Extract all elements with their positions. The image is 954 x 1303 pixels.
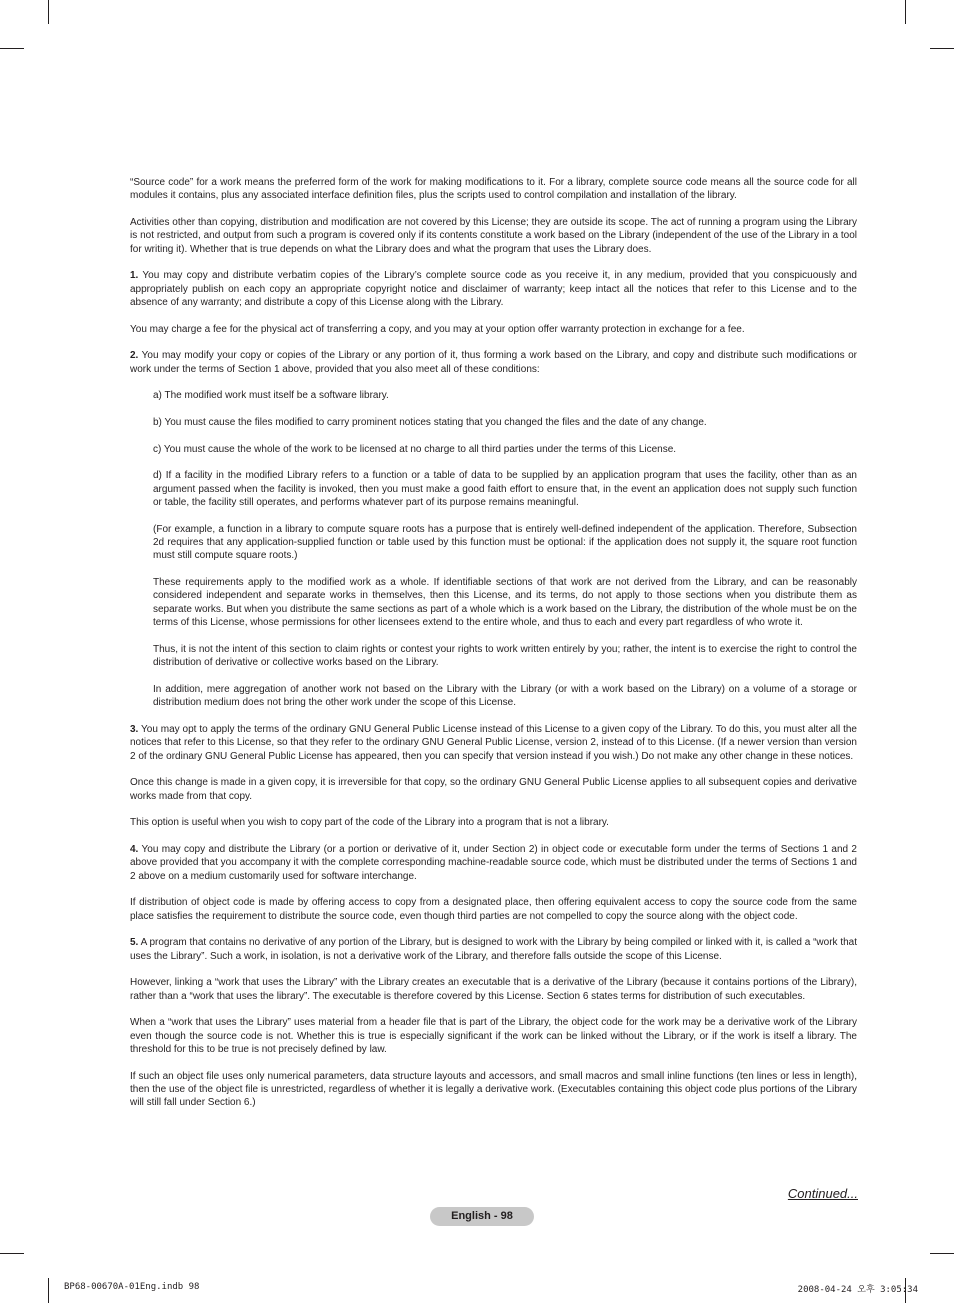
paragraph-text: You may opt to apply the terms of the ordinary GNU General Public License instead of this License to a given copy of the Library. To do this, you must alter all the notices that refer to this License, so that they refer to the ordinary GNU General Public License, version 2, instead of to this License. (If a newer version than version 2 of the ordinary GNU General Public License has appeared, then you can specify that version instead if you wish.) Do not make any other change in these notices.: [130, 723, 857, 762]
paragraph: [130, 269, 857, 309]
paragraph: [130, 176, 857, 203]
section-number: 3.: [130, 723, 139, 735]
crop-mark: [930, 48, 954, 49]
paragraph: [130, 349, 857, 376]
print-slug-date: 2008-04-24 오후 3:05:34: [797, 1285, 918, 1295]
paragraph: [130, 976, 857, 1003]
paragraph: [153, 683, 857, 710]
paragraph-text: These requirements apply to the modified work as a whole. If identifiable sections of that work are not derived from the Library, and can be reasonably considered independent and separate works in themselves, then this License, and its terms, do not apply to those sections when you distribute them as separate works. But when you distribute the same sections as part of a whole which is a work based on the Library, the distribution of the whole must be on the terms of this License, whose permissions for other licensees extend to the entire whole, and thus to each and every part regardless of who wrote it.: [153, 577, 857, 629]
paragraph-text: In addition, mere aggregation of another work not based on the Library with the Library (or with a work based on the Library) on a volume of a storage or distribution medium does not bring the other work under the scope of this License.: [153, 683, 857, 709]
paragraph-text: d) If a facility in the modified Library refers to a function or a table of data to be supplied by an application program that uses the facility, other than as an argument passed when the facility is invoked, then you must make a good faith effort to ensure that, in the event an application does not supply such function or table, the facility still operates, and performs whatever part of its purpose remains meaningful.: [153, 470, 857, 508]
license-text: [130, 176, 857, 1123]
paragraph-text: “Source code” for a work means the preferred form of the work for making modifications to it. For a library, complete source code means all the source code for all modules it contains, plus any associated interface definition files, plus the scripts used to control compilation and installation of the library.: [130, 177, 857, 202]
paragraph-text: If distribution of object code is made by offering access to copy from a designated place, then offering equivalent access to copy the source code from the same place satisfies the requirement to distribute the source code, even though third parties are not compelled to copy the source along with the object code.: [130, 897, 857, 922]
print-slug-file: BP68-00670A-01Eng.indb 98: [64, 1282, 200, 1292]
paragraph-text: (For example, a function in a library to compute square roots has a purpose that is entirely well-defined independent of the application. Therefore, Subsection 2d requires that any application-supplied function or table used by this function must be optional: if the application does not supply it, the square root function must still compute square roots.): [153, 523, 857, 562]
paragraph: [130, 843, 857, 883]
paragraph: [153, 523, 857, 563]
paragraph: [153, 416, 857, 429]
paragraph-text: a) The modified work must itself be a software library.: [153, 390, 389, 402]
section-number: 5.: [130, 937, 139, 949]
crop-mark: [905, 0, 906, 24]
paragraph: [130, 323, 857, 336]
paragraph-text: If such an object file uses only numerical parameters, data structure layouts and accessors, and small macros and small inline functions (ten lines or less in length), then the use of the object file is unrestricted, regardless of whether it is legally a derivative work. (Executables containing this object code plus portions of the Library will still fall under Section 6.): [130, 1070, 857, 1109]
paragraph: [130, 816, 857, 829]
paragraph-text: A program that contains no derivative of any portion of the Library, but is designed to work with the Library by being compiled or linked with it, is called a “work that uses the Library”. Such a work, in isolation, is not a derivative work of the Library, and therefore falls outside the scope of this License.: [130, 937, 857, 962]
paragraph: [153, 643, 857, 670]
paragraph: [153, 389, 857, 402]
paragraph-text: This option is useful when you wish to copy part of the code of the Library into a program that is not a library.: [130, 817, 609, 829]
page-number-badge: English - 98: [430, 1207, 534, 1226]
paragraph-text: However, linking a “work that uses the Library” with the Library creates an executable that is a derivative of the Library (because it contains portions of the Library), rather than a “work that uses the library”. The executable is therefore covered by this License. Section 6 states terms for distribution of such executables.: [130, 977, 857, 1002]
paragraph-text: b) You must cause the files modified to carry prominent notices stating that you changed the files and the date of any change.: [153, 417, 707, 428]
continued-link: Continued...: [787, 1186, 858, 1201]
crop-mark: [0, 1253, 24, 1254]
crop-mark: [48, 0, 49, 24]
crop-mark: [0, 48, 24, 49]
paragraph: [130, 1016, 857, 1056]
paragraph-text: c) You must cause the whole of the work to be licensed at no charge to all third parties under the terms of this License.: [153, 443, 677, 455]
paragraph-text: You may charge a fee for the physical act of transferring a copy, and you may at your option offer warranty protection in exchange for a fee.: [130, 323, 745, 335]
paragraph: [153, 469, 857, 509]
paragraph: [153, 576, 857, 630]
crop-mark: [48, 1278, 49, 1303]
paragraph: [130, 896, 857, 923]
paragraph: [130, 936, 857, 963]
section-number: 4.: [130, 843, 139, 855]
paragraph-text: You may copy and distribute the Library (or a portion or derivative of it, under Section 2) in object code or executable form under the terms of Sections 1 and 2 above provided that you accompany it with the complete corresponding machine-readable source code, which must be distributed under the terms of Sections 1 and 2 above on a medium customarily used for software interchange.: [130, 843, 857, 882]
paragraph-text: Once this change is made in a given copy, it is irreversible for that copy, so the ordinary GNU General Public License applies to all subsequent copies and derivative works made from that copy.: [130, 777, 857, 802]
section-number: 1.: [130, 270, 139, 282]
paragraph-text: You may copy and distribute verbatim copies of the Library’s complete source code as you receive it, in any medium, provided that you conspicuously and appropriately publish on each copy an appropriate copyright notice and disclaimer of warranty; keep intact all the notices that refer to this License and to the absence of any warranty; and distribute a copy of this License along with the Library.: [130, 270, 857, 309]
paragraph-text: Thus, it is not the intent of this section to claim rights or contest your rights to work written entirely by you; rather, the intent is to exercise the right to control the distribution of derivative or collective works based on the Library.: [153, 643, 857, 669]
paragraph: [130, 776, 857, 803]
paragraph: [130, 216, 857, 256]
crop-mark: [930, 1253, 954, 1254]
paragraph-text: When a “work that uses the Library” uses material from a header file that is part of the Library, the object code for the work may be a derivative work of the Library even though the source code is not. Whether this is true is especially significant if the work can be linked without the Library, or if the work is itself a library. The threshold for this to be true is not precisely defined by law.: [130, 1017, 857, 1056]
paragraph: [130, 723, 857, 763]
paragraph: [153, 443, 857, 456]
paragraph-text: You may modify your copy or copies of the Library or any portion of it, thus forming a work based on the Library, and copy and distribute such modifications or work under the terms of Section 1 above, provided that you also meet all of these conditions:: [130, 350, 857, 375]
section-number: 2.: [130, 350, 139, 362]
paragraph: [130, 1070, 857, 1110]
paragraph-text: Activities other than copying, distribution and modification are not covered by this License; they are outside its scope. The act of running a program using the Library is not restricted, and output from such a program is covered only if its contents constitute a work based on the Library (independent of the use of the Library in a tool for writing it). Whether that is true depends on what the Library does and what the program that uses the Library does.: [130, 217, 857, 255]
